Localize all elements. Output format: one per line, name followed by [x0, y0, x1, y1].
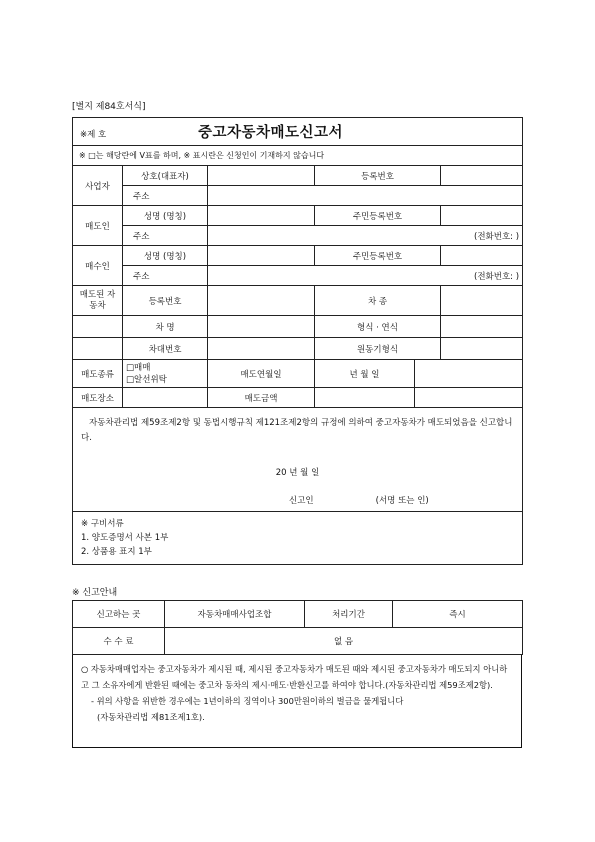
fee-value: 없 음	[165, 628, 523, 655]
declaration-text: 자동차관리법 제59조제2항 및 동법시행규칙 제121조제2항의 규정에 의하여 중고자동차가 매도되었음을 신고합니다.	[81, 418, 513, 443]
sign-label: (서명 또는 인)	[375, 496, 429, 506]
sale-amount-label: 매도금액	[208, 388, 315, 408]
buyer-label: 매수인	[73, 246, 123, 286]
vehicle-label: 매도된 자동차	[73, 286, 123, 316]
sale-date-field[interactable]: 년 월 일	[315, 360, 415, 388]
office-value: 자동차매매사업조합	[165, 601, 305, 628]
engine-type-field[interactable]	[441, 338, 523, 360]
business-label: 사업자	[73, 166, 123, 206]
form-title: 중고자동차매도신고서	[198, 125, 344, 141]
seller-resident-no-label: 주민등록번호	[315, 206, 441, 226]
form-label: [별지 제84호서식]	[72, 102, 146, 112]
period-value: 즉시	[393, 601, 523, 628]
sale-place-label: 매도장소	[73, 388, 123, 408]
vehicle-blank-1	[73, 316, 123, 338]
guide-section-title: ※ 신고안내	[72, 588, 118, 598]
seller-label: 매도인	[73, 206, 123, 246]
documents-cell	[73, 512, 523, 565]
buyer-address-field[interactable]	[208, 266, 523, 286]
vehicle-reg-no-field[interactable]	[208, 286, 315, 316]
declaration-date: 20 년 월 일	[275, 468, 320, 478]
declaration-cell	[73, 408, 523, 512]
documents-item-1: 1. 양도증명서 사본 1부	[81, 533, 169, 543]
sale-date-label: 매도연월일	[208, 360, 315, 388]
buyer-name-field[interactable]	[208, 246, 315, 266]
notes-box	[72, 655, 522, 748]
chassis-no-label: 차대번호	[123, 338, 208, 360]
documents-item-2: 2. 상품용 표지 1부	[81, 547, 152, 557]
office-label: 신고하는 곳	[73, 601, 165, 628]
note-line-1: ○ 자동차매매업자는 중고자동차가 제시된 때, 제시된 중고자동차가 매도된 때와 제시된 중고자동차가 매도되지 아니하고 그 소유자에게 반환된 때에는 중고차 동차의 제시·매도·반환신고를 하여야 합니다.(자동차관리법 제59조제2항).	[81, 664, 508, 690]
documents-header: ※ 구비서류	[81, 519, 124, 529]
seller-address-field[interactable]	[208, 226, 523, 246]
engine-type-label: 원동기형식	[315, 338, 441, 360]
trade-name-label: 상호(대표자)	[123, 166, 208, 186]
business-address-field[interactable]	[208, 186, 523, 206]
sale-amount-extra	[415, 388, 523, 408]
car-type-field[interactable]	[441, 286, 523, 316]
sale-type-label: 매도종류	[73, 360, 123, 388]
trade-name-field[interactable]	[208, 166, 315, 186]
consign-option-checkbox[interactable]: □알선위탁	[126, 374, 167, 385]
business-reg-no-label: 등록번호	[315, 166, 441, 186]
seller-address-label: 주소	[123, 226, 208, 246]
fee-label: 수 수 료	[73, 628, 165, 655]
sale-place-field[interactable]	[123, 388, 208, 408]
seller-phone-label: (전화번호: )	[474, 231, 520, 242]
vehicle-reg-no-label: 등록번호	[123, 286, 208, 316]
form-header	[73, 118, 523, 146]
buyer-phone-label: (전화번호: )	[474, 271, 520, 282]
sale-type-options	[123, 360, 208, 388]
period-label: 처리기간	[305, 601, 393, 628]
note-line-2: - 위의 사항을 위반한 경우에는 1년이하의 징역이나 300만원이하의 벌금을 물게됩니다	[91, 696, 404, 706]
guide-table	[72, 600, 523, 655]
business-address-label: 주소	[123, 186, 208, 206]
seller-name-label: 성명 (명칭)	[123, 206, 208, 226]
business-reg-no-field[interactable]	[441, 166, 523, 186]
model-year-field[interactable]	[441, 316, 523, 338]
car-name-label: 차 명	[123, 316, 208, 338]
sale-date-extra	[415, 360, 523, 388]
declaration-form	[72, 117, 523, 565]
buyer-address-label: 주소	[123, 266, 208, 286]
vehicle-blank-2	[73, 338, 123, 360]
number-label: ※제 호	[80, 130, 107, 140]
sale-amount-field[interactable]	[315, 388, 415, 408]
note-line-3: (자동차관리법 제81조제1호).	[97, 712, 205, 722]
applicant-label: 신고인	[289, 496, 314, 506]
buyer-resident-no-field[interactable]	[441, 246, 523, 266]
buyer-resident-no-label: 주민등록번호	[315, 246, 441, 266]
chassis-no-field[interactable]	[208, 338, 315, 360]
seller-resident-no-field[interactable]	[441, 206, 523, 226]
model-year-label: 형식 · 연식	[315, 316, 441, 338]
seller-name-field[interactable]	[208, 206, 315, 226]
buyer-name-label: 성명 (명칭)	[123, 246, 208, 266]
notice-text: ※ □는 해당란에 V표를 하며, ※ 표시란은 신청인이 기재하지 않습니다	[73, 146, 523, 166]
car-type-label: 차 종	[315, 286, 441, 316]
sale-option-checkbox[interactable]: □매매	[126, 362, 151, 373]
car-name-field[interactable]	[208, 316, 315, 338]
